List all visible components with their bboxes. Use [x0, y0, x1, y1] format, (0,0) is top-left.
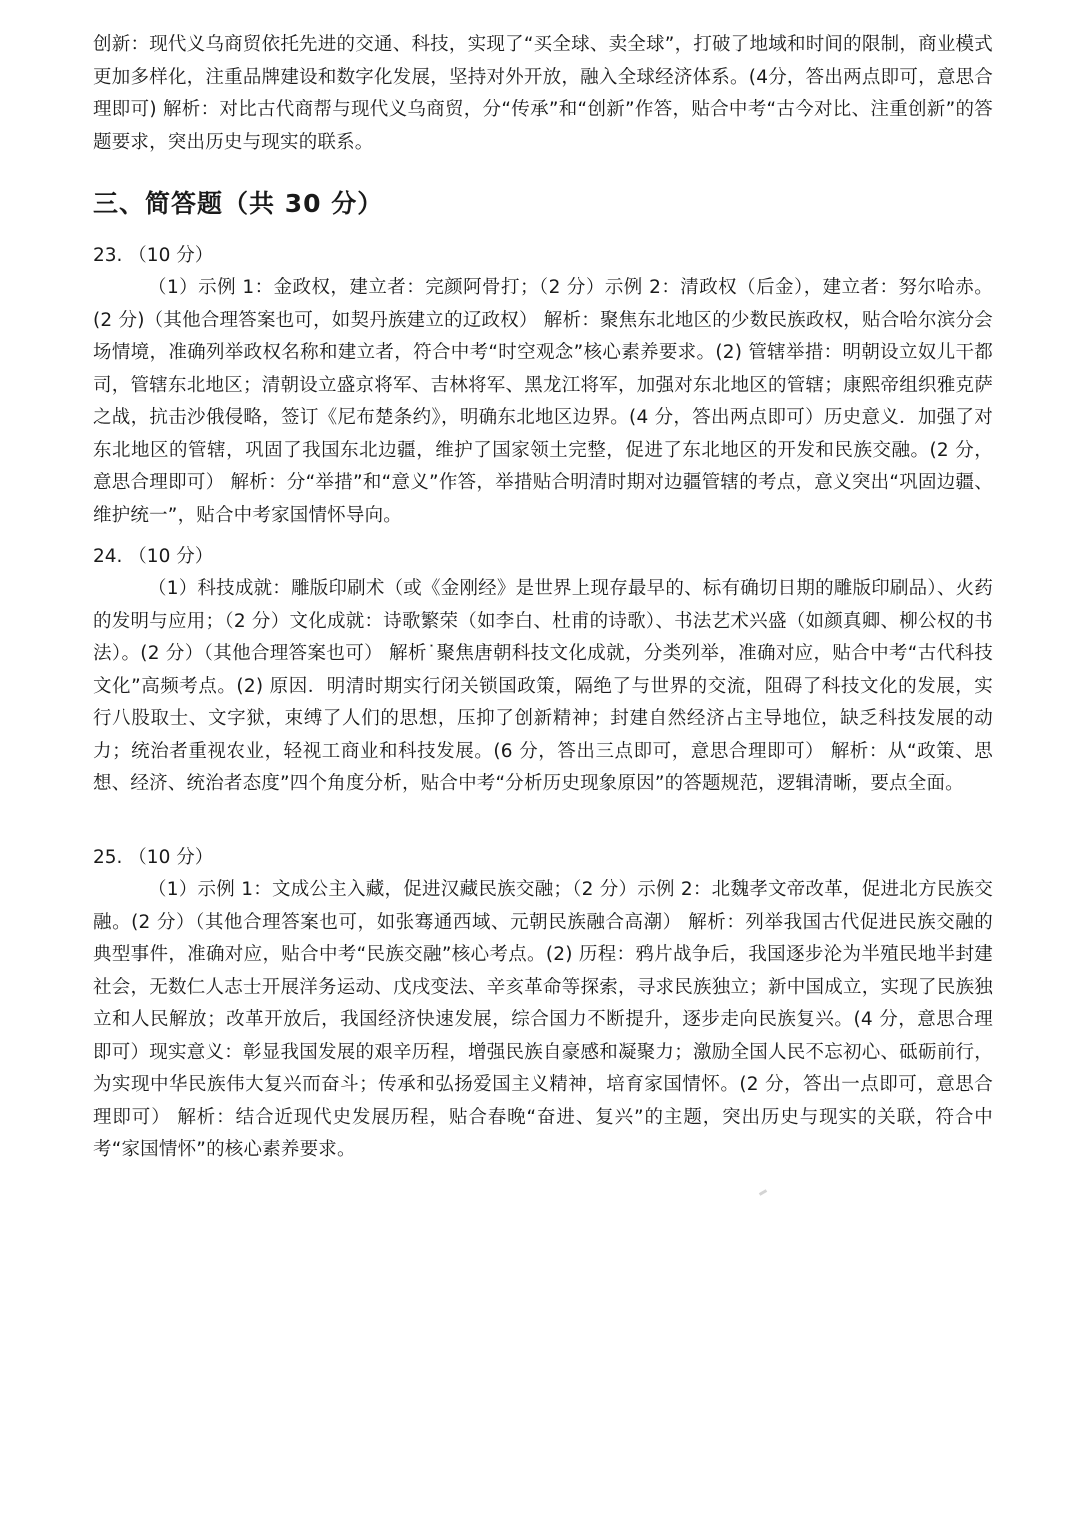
section-title: 三、简答题（共 30 分） — [93, 189, 384, 218]
question-25-answer: （1）示例 1：文成公主入藏，促进汉藏民族交融；（2 分）示例 2：北魏孝文帝改革，促进北方民族交融。(2 分）（其他合理答案也可，如张骞通西域、元朝民族融合高潮） 解析：列举我国古代促进民族交融的典型事件，准确对应，贴合中考“民族交融”核心考点。(2) 历程：鸦片战争后，我国逐步沦为半殖民地半封建社会，无数仁人志士开展洋务运动、戊戌变法、辛亥革命等探索，寻求民族独立；新中国成立，实现了民族独立和人民解放；改革开放后，我国经济快速发展，综合国力不断提升，逐步走向民族复兴。(4 分，意思合理即可）现实意义：彰显我国发展的艰辛历程，增强民族自豪感和凝聚力；激励全国人民不忘初心、砥砺前行，为实现中华民族伟大复兴而奋斗；传承和弘扬爱国主义精神，培育家国情怀。(2 分，答出一点即可，意思合理即可） 解析：结合近现代史发展历程，贴合春晚“奋进、复兴”的主题，突出历史与现实的关联，符合中考“家国情怀”的核心素养要求。 — [93, 879, 993, 1160]
question-23-answer: （1）示例 1：金政权，建立者：完颜阿骨打；（2 分）示例 2：清政权（后金），建立者：努尔哈赤。(2 分)（其他合理答案也可，如契丹族建立的辽政权） 解析：聚焦东北地区的少数民族政权，贴合哈尔滨分会场情境，准确列举政权名称和建立者，符合中考“时空观念”核心素养要求。(2) 管辖举措：明朝设立奴儿干都司，管辖东北地区；清朝设立盛京将军、吉林将军、黑龙江将军，加强对东北地区的管辖；康熙帝组织雅克萨之战，抗击沙俄侵略，签订《尼布楚条约》，明确东北地区边界。(4 分，答出两点即可）历史意义．加强了对东北地区的管辖，巩固了我国东北边疆，维护了国家领土完整，促进了东北地区的开发和民族交融。(2 分，意思合理即可） 解析：分“举措”和“意义”作答，举措贴合明清时期对边疆管辖的考点，意义突出“巩固边疆、维护统一”，贴合中考家国情怀导向。 — [93, 277, 993, 526]
scan-speck — [759, 1189, 767, 1196]
question-24-answer: （1）科技成就：雕版印刷术（或《金刚经》是世界上现存最早的、标有确切日期的雕版印刷品）、火药的发明与应用；（2 分）文化成就：诗歌繁荣（如李白、杜甫的诗歌）、书法艺术兴盛（如颜真卿、柳公权的书法）。(2 分）（其他合理答案也可） 解析˙聚焦唐朝科技文化成就，分类列举，准确对应，贴合中考“古代科技文化”高频考点。(2) 原因．明清时期实行闭关锁国政策，隔绝了与世界的交流，阻碍了科技文化的发展，实行八股取士、文字狱，束缚了人们的思想，压抑了创新精神；封建自然经济占主导地位，缺乏科技发展的动力；统治者重视农业，轻视工商业和科技发展。(6 分，答出三点即可，意思合理即可） 解析：从“政策、思想、经济、统治者态度”四个角度分析，贴合中考“分析历史现象原因”的答题规范，逻辑清晰，要点全面。 — [93, 578, 993, 794]
question-24-number: 24. （10 分） — [93, 546, 214, 567]
question-23-number: 23. （10 分） — [93, 245, 214, 266]
intro-paragraph: 创新：现代义乌商贸依托先进的交通、科技，实现了“买全球、卖全球”，打破了地域和时间的限制，商业模式更加多样化，注重品牌建设和数字化发展，坚持对外开放，融入全球经济体系。(4分，答出两点即可，意思合理即可) 解析：对比古代商帮与现代义乌商贸，分“传承”和“创新”作答，贴合中考“古今对比、注重创新”的答题要求，突出历史与现实的联系。 — [93, 34, 993, 153]
question-25-number: 25. （10 分） — [93, 847, 214, 868]
